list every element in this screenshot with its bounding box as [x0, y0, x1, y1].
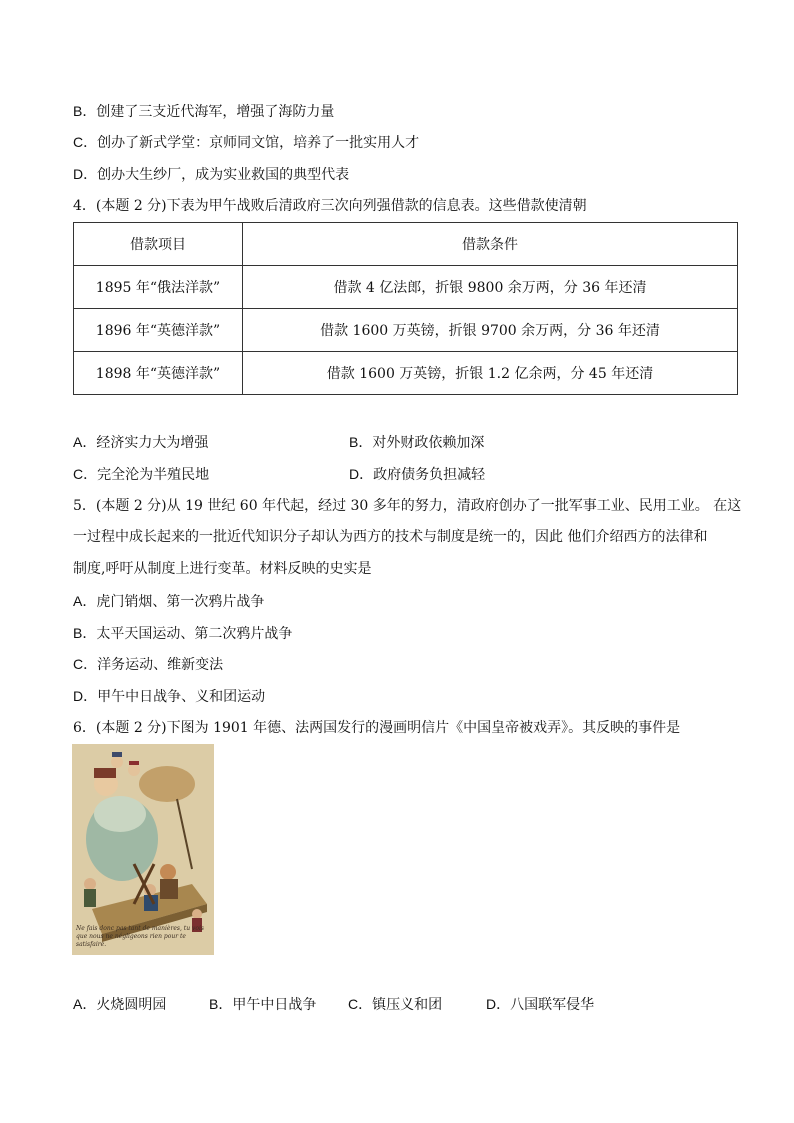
option-label: A．: [73, 593, 97, 609]
table-cell: 借款 1600 万英镑，折银 9700 余万两，分 36 年还清: [243, 309, 738, 352]
option-label: B．: [73, 625, 97, 641]
option-text: 火烧圆明园: [96, 997, 167, 1013]
table-header-row: [74, 223, 738, 266]
option-b-prev: [73, 101, 334, 122]
option-text: 完全沦为半殖民地: [97, 467, 210, 483]
table-cell: 1898 年“英德洋款”: [74, 352, 243, 395]
table-cell: 借款 4 亿法郎，折银 9800 余万两，分 36 年还清: [243, 266, 738, 309]
table-header-cell: 借款条件: [243, 223, 738, 266]
table-row: [74, 266, 738, 309]
q5-option-d: [73, 686, 265, 707]
question-6-stem: 6．(本题 2 分)下图为 1901 年德、法两国发行的漫画明信片《中国皇帝被戏弄》。其反映的事件是: [73, 720, 681, 736]
table-row: [74, 352, 738, 395]
option-text: 创办大生纱厂，成为实业救国的典型代表: [97, 167, 350, 183]
option-text: 对外财政依赖加深: [372, 435, 485, 451]
question-5-stem-line: 一过程中成长起来的一批近代知识分子却认为西方的技术与制度是统一的，因此 他们介绍西方的法律和: [73, 529, 708, 545]
q6-option-a: [73, 994, 166, 1015]
cartoon-illustration: [72, 744, 214, 955]
option-d-prev: [73, 164, 349, 185]
q6-option-c: [348, 994, 442, 1015]
question-5-stem-line: 5．(本题 2 分)从 19 世纪 60 年代起，经过 30 多年的努力，清政府创办了一批军事工业、民用工业。 在这: [73, 498, 742, 514]
option-label: C．: [73, 466, 98, 482]
option-label: D．: [349, 466, 374, 482]
postcard-caption: Ne fais donc pas tant de manières, tu vois que nous ne négligeons rien pour te satisfaire.: [76, 925, 204, 948]
q6-option-b: [209, 994, 316, 1015]
option-text: 经济实力大为增强: [96, 435, 209, 451]
table-cell: 借款 1600 万英镑，折银 1.2 亿余两，分 45 年还清: [243, 352, 738, 395]
question-4-stem: 4．(本题 2 分)下表为甲午战败后清政府三次向列强借款的信息表。这些借款使清朝: [73, 198, 587, 214]
option-text: 创建了三支近代海军，增强了海防力量: [96, 104, 335, 120]
option-text: 镇压义和团: [372, 997, 443, 1013]
option-label: C．: [348, 996, 373, 1012]
q4-option-c: [73, 464, 209, 485]
loan-table: [73, 222, 738, 395]
cartoon-postcard-image: [72, 744, 214, 955]
option-text: 甲午中日战争: [232, 997, 317, 1013]
table-cell: 1895 年“俄法洋款”: [74, 266, 243, 309]
q6-option-d: [486, 994, 594, 1015]
option-c-prev: [73, 132, 419, 153]
option-label: B．: [209, 996, 233, 1012]
table-row: [74, 309, 738, 352]
q5-option-a: [73, 591, 264, 612]
q5-option-b: [73, 623, 292, 644]
option-text: 太平天国运动、第二次鸦片战争: [96, 626, 293, 642]
q5-option-c: [73, 654, 223, 675]
table-cell: 1896 年“英德洋款”: [74, 309, 243, 352]
q4-option-d: [349, 464, 485, 485]
option-label: A．: [73, 434, 97, 450]
option-label: A．: [73, 996, 97, 1012]
option-label: C．: [73, 656, 98, 672]
option-label: B．: [73, 103, 97, 119]
q4-option-b: [349, 432, 484, 453]
option-text: 政府债务负担减轻: [373, 467, 486, 483]
option-label: C．: [73, 134, 98, 150]
option-label: B．: [349, 434, 373, 450]
option-text: 虎门销烟、第一次鸦片战争: [96, 594, 265, 610]
option-label: D．: [73, 166, 98, 182]
option-label: D．: [486, 996, 511, 1012]
option-text: 八国联军侵华: [510, 997, 595, 1013]
option-text: 洋务运动、维新变法: [97, 657, 224, 673]
q4-option-a: [73, 432, 208, 453]
option-label: D．: [73, 688, 98, 704]
question-5-stem-line: 制度,呼吁从制度上进行变革。材料反映的史实是: [73, 561, 372, 577]
option-text: 甲午中日战争、义和团运动: [97, 689, 266, 705]
option-text: 创办了新式学堂：京师同文馆，培养了一批实用人才: [97, 135, 420, 151]
table-header-cell: 借款项目: [74, 223, 243, 266]
